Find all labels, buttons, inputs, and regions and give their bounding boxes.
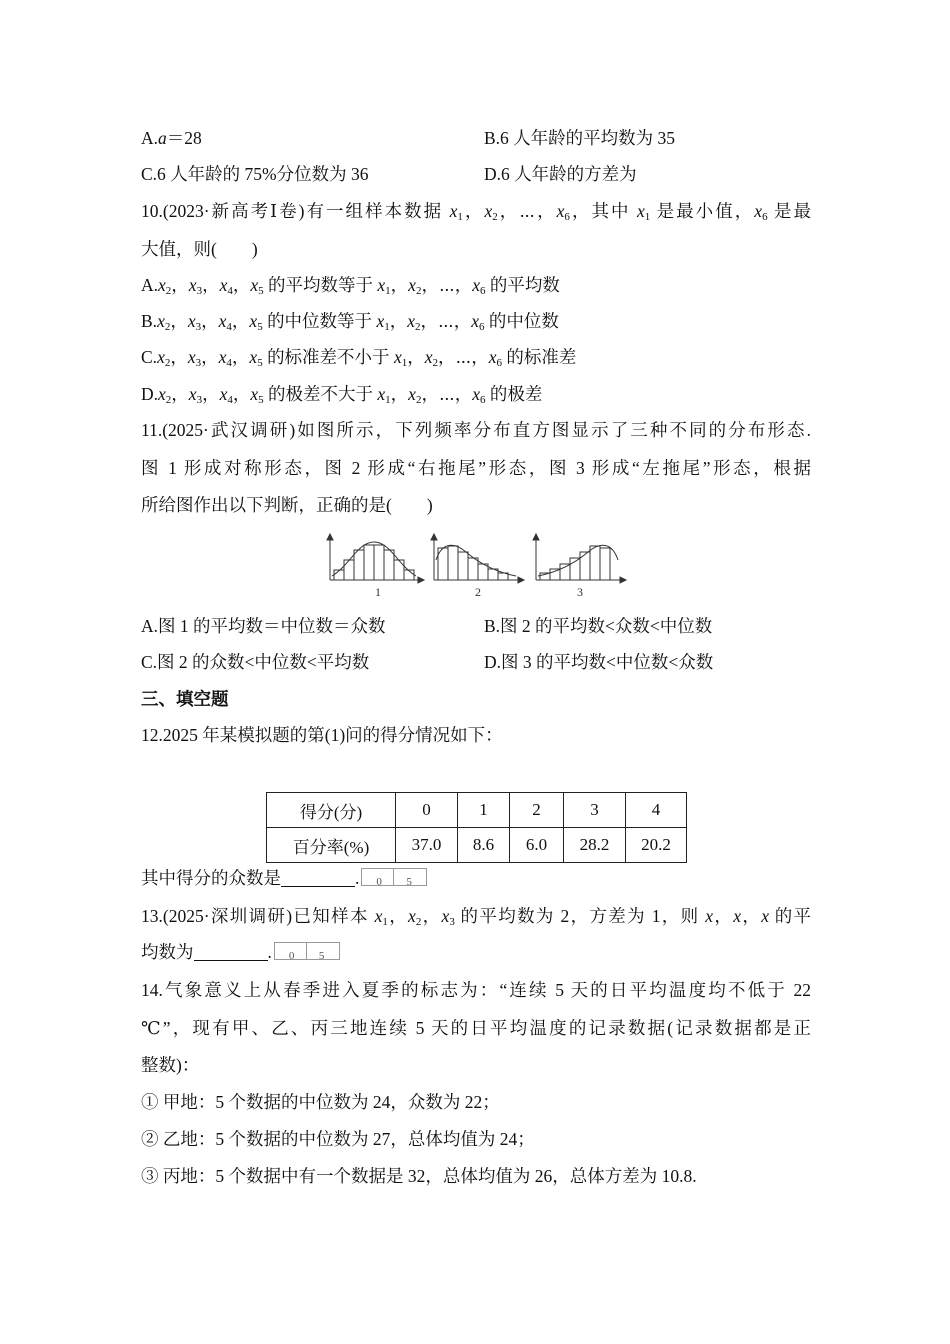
q11-option-a: A.图 1 的平均数＝中位数＝众数 — [141, 616, 386, 636]
table-cell: 8.6 — [458, 828, 510, 863]
q12-answer-blank[interactable] — [281, 868, 355, 887]
fig-label-3: 3 — [577, 585, 583, 599]
q11-stem-line-2: 图 1 形成对称形态，图 2 形成“右拖尾”形态，图 3 形成“左拖尾”形态，根据 — [141, 458, 811, 478]
q11-option-d: D.图 3 的平均数<中位数<众数 — [484, 652, 714, 672]
q10-option-a: $A.x_2$，$x_3$，$x_4$，$x_5$ 的平均数等于 $x_1$，$x_2$，⋯，$x_6$ 的平均数 — [141, 275, 560, 297]
q11-stem-line-1: 11.(2025·武汉调研)如图所示，下列频率分布直方图显示了三种不同的分布形态. — [141, 420, 811, 440]
bar — [458, 552, 468, 580]
q9-option-b: B.6 人年龄的平均数为 35 — [484, 128, 676, 148]
q11-option-c: C.图 2 的众数<中位数<平均数 — [141, 652, 370, 672]
bar — [550, 569, 560, 580]
y-axis-arrow — [327, 534, 333, 540]
q13-score-box[interactable]: 0 5 — [274, 942, 340, 960]
bar — [590, 546, 600, 580]
bar — [374, 545, 384, 580]
fig-label-2: 2 — [475, 585, 481, 599]
x-axis-arrow — [518, 577, 524, 583]
q13-stem-line-2: 均数为 . 0 5 — [141, 940, 340, 964]
x-axis-arrow — [418, 577, 424, 583]
table-cell: 2 — [510, 793, 564, 828]
q10-option-c: $C.x_2$，$x_3$，$x_4$，$x_5$ 的标准差不小于 $x_1$，$x_2$，⋯，$x_6$ 的标准差 — [141, 347, 577, 369]
table-cell: 6.0 — [510, 828, 564, 863]
q10-stem-line-2: 大值，则( ) — [141, 239, 258, 259]
histogram-1 — [327, 534, 424, 583]
q10-option-d: $D.x_2$，$x_3$，$x_4$，$x_5$ 的极差不大于 $x_1$，$x_2$，⋯，$x_6$ 的极差 — [141, 384, 543, 406]
bar — [334, 570, 344, 580]
q12-score-table — [266, 792, 687, 863]
table-cell: 37.0 — [396, 828, 458, 863]
q10-option-b: $B.x_2$，$x_3$，$x_4$，$x_5$ 的中位数等于 $x_1$，$x_2$，⋯，$x_6$ 的中位数 — [141, 311, 559, 333]
q11-option-b: B.图 2 的平均数<众数<中位数 — [484, 616, 713, 636]
q14-stem-line-3: 整数)： — [141, 1055, 200, 1075]
bar — [404, 570, 414, 580]
bar — [468, 558, 478, 580]
table-cell: 4 — [626, 793, 687, 828]
q13-answer-blank[interactable] — [194, 942, 268, 961]
table-cell: 得分(分) — [267, 793, 396, 828]
q12-score-box[interactable]: 0 5 — [361, 868, 427, 886]
table-row — [267, 828, 687, 863]
bar — [448, 546, 458, 580]
section-title: 三、填空题 — [141, 689, 229, 709]
q14-item-2: ② 乙地：5 个数据的中位数为 27，总体均值为 24； — [141, 1129, 535, 1149]
q10-stem-line-1: 10.(2023·新高考Ⅰ卷)有一组样本数据 $x_1$，$x_2$，⋯，$x_6$，其中 $x_1$ 是最小值，$x_6$ 是最 — [141, 201, 811, 223]
bar — [560, 564, 570, 580]
q12-stem: 12.2025 年某模拟题的第(1)问的得分情况如下： — [141, 725, 503, 745]
bar — [600, 548, 610, 580]
bar — [364, 545, 374, 580]
q14-item-1: ① 甲地：5 个数据的中位数为 24，众数为 22； — [141, 1092, 500, 1112]
x-axis-arrow — [620, 577, 626, 583]
q14-item-3: ③ 丙地：5 个数据中有一个数据是 32，总体均值为 26，总体方差为 10.8. — [141, 1166, 697, 1186]
histogram-3 — [533, 534, 626, 583]
bar — [354, 550, 364, 580]
bar — [394, 560, 404, 580]
bar — [580, 552, 590, 580]
table-cell: 28.2 — [564, 828, 626, 863]
histogram-2 — [431, 534, 524, 583]
q9-option-a: A.a＝28 — [141, 128, 202, 148]
bar — [384, 550, 394, 580]
table-cell: 0 — [396, 793, 458, 828]
y-axis-arrow — [533, 534, 539, 540]
table-cell: 3 — [564, 793, 626, 828]
table-cell: 1 — [458, 793, 510, 828]
bar — [478, 564, 488, 580]
q11-stem-line-3: 所给图作出以下判断，正确的是( ) — [141, 495, 433, 515]
bar — [344, 560, 354, 580]
y-axis-arrow — [431, 534, 437, 540]
fig-label-1: 1 — [375, 585, 381, 599]
q9-option-d: D.6 人年龄的方差为 — [484, 164, 637, 184]
q11-histogram-figures — [320, 530, 630, 600]
q14-stem-line-1: 14.气象意义上从春季进入夏季的标志为：“连续 5 天的日平均温度均不低于 22 — [141, 980, 811, 1000]
q9-option-c: C.6 人年龄的 75%分位数为 36 — [141, 164, 369, 184]
q12-answer-line: 其中得分的众数是 . 0 5 — [141, 866, 427, 890]
q14-stem-line-2: ℃”，现有甲、乙、丙三地连续 5 天的日平均温度的记录数据(记录数据都是正 — [141, 1018, 811, 1038]
table-cell: 百分率(%) — [267, 828, 396, 863]
table-row — [267, 793, 687, 828]
table-cell: 20.2 — [626, 828, 687, 863]
q13-stem-line-1: 13.(2025·深圳调研)已知样本 $x_1$，$x_2$，$x_3$ 的平均数为 2，方差为 1，则 x，x，x 的平 — [141, 906, 812, 928]
